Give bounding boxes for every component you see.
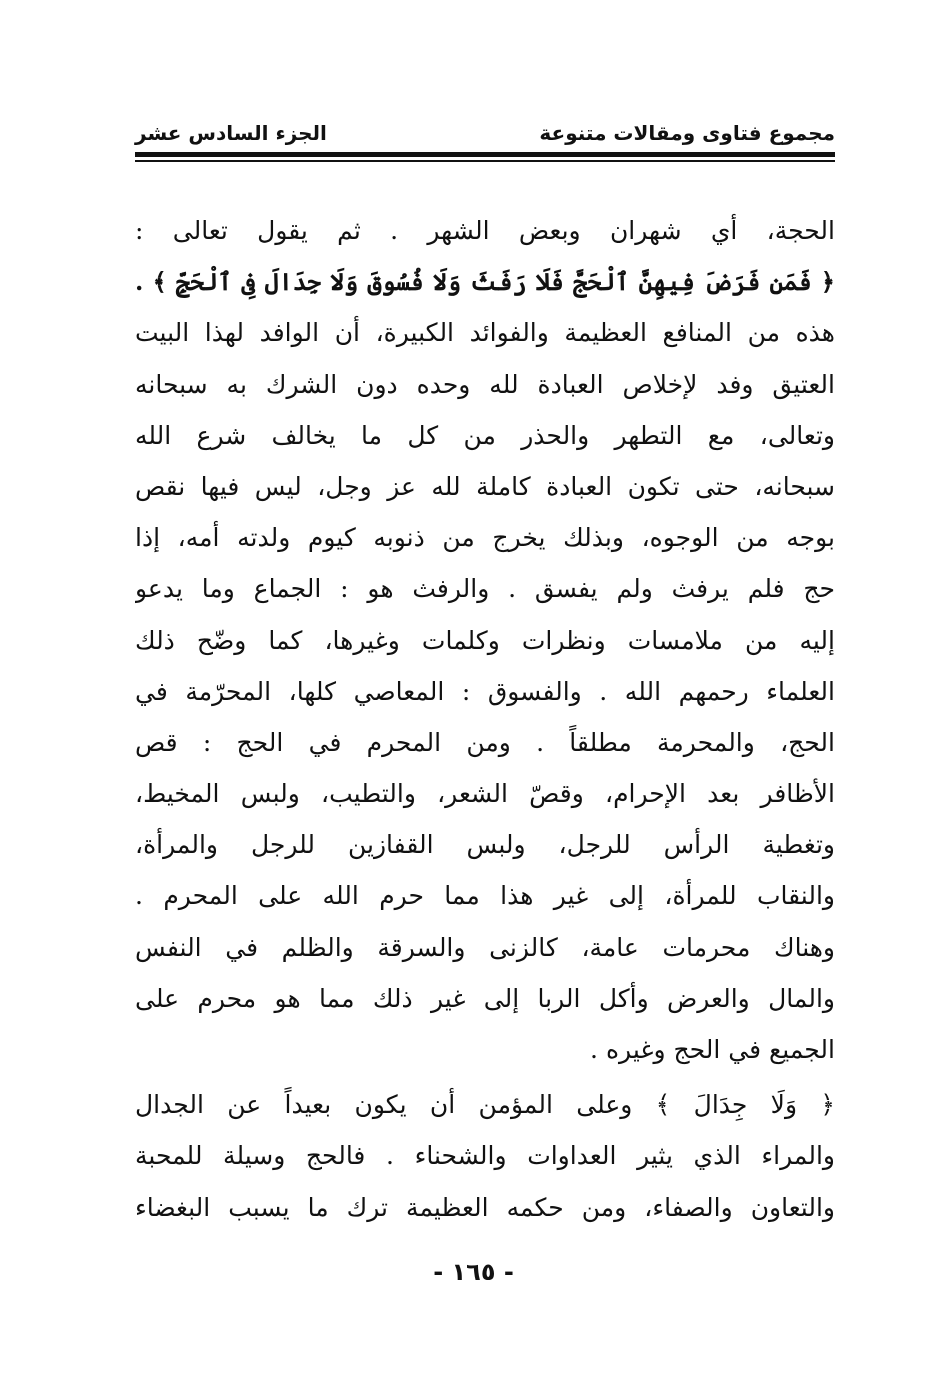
running-header <box>135 108 835 148</box>
text-line: وتعالى، مع التطهر والحذر من كل ما يخالف شرع الله <box>135 420 835 450</box>
text-line: سبحانه، حتى تكون العبادة كاملة لله عز وجل، ليس فيها نقص <box>135 471 835 501</box>
page-number: - ١٦٥ - <box>433 1258 514 1286</box>
text-line: والمال والعرض وأكل الربا إلى غير ذلك مما هو محرم على <box>135 983 835 1013</box>
text-line: ﴿ وَلَا جِدَالَ ﴾ وعلى المؤمن أن يكون بعيداً عن الجدال <box>135 1090 835 1120</box>
header-rule-thin <box>135 160 835 162</box>
text-line: العلماء رحمهم الله . والفسوق : المعاصي كلها، المحرّمة في <box>135 676 835 706</box>
text-line: بوجه من الوجوه، وبذلك يخرج من ذنوبه كيوم ولدته أمه، إذا <box>135 523 835 553</box>
header-rule-thick <box>135 152 835 157</box>
text-line: الحجة، أي شهران وبعض الشهر . ثم يقول تعالى : <box>135 216 835 245</box>
text-line: وتغطية الرأس للرجل، ولبس القفازين للرجل والمرأة، <box>135 830 835 860</box>
text-line: والنقاب للمرأة، إلى غير هذا مما حرم الله على المحرم . <box>135 881 835 911</box>
text-line: والتعاون والصفاء، ومن حكمه العظيمة ترك ما يسبب البغضاء <box>135 1192 835 1222</box>
body-text <box>135 205 835 1233</box>
text-line: الحج، والمحرمة مطلقاً . ومن المحرم في الحج : قص <box>135 727 835 757</box>
book-title: مجموع فتاوى ومقالات متنوعة <box>539 121 835 145</box>
text-line: إليه من ملامسات ونظرات وكلمات وغيرها، كما وضّح ذلك <box>135 625 835 655</box>
text-line: هذه من المنافع العظيمة والفوائد الكبيرة، أن الوافد لهذا البيت <box>135 318 835 348</box>
text-line: والمراء الذي يثير العداوات والشحناء . فالحج وسيلة للمحبة <box>135 1141 835 1171</box>
text-line: الجميع في الحج وغيره . <box>590 1035 835 1064</box>
quran-verse-line: ﴿ فَمَن فَرَضَ فِيهِنَّ ٱلْحَجَّ فَلَا رَفَثَ وَلَا فُسُوقَ وَلَا جِدَالَ فِى ٱلْحَجِّ ﴾ . <box>135 267 835 297</box>
text-line: العتيق وفد لإخلاص العبادة لله وحده دون الشرك به سبحانه <box>135 369 835 399</box>
volume-label: الجزء السادس عشر <box>135 121 327 145</box>
text-line: الأظافر بعد الإحرام، وقصّ الشعر، والتطيب، ولبس المخيط، <box>135 779 835 809</box>
text-line: وهناك محرمات عامة، كالزنى والسرقة والظلم في النفس <box>135 932 835 962</box>
text-line: حج فلم يرفث ولم يفسق . والرفث هو : الجماع وما يدعو <box>135 574 835 604</box>
